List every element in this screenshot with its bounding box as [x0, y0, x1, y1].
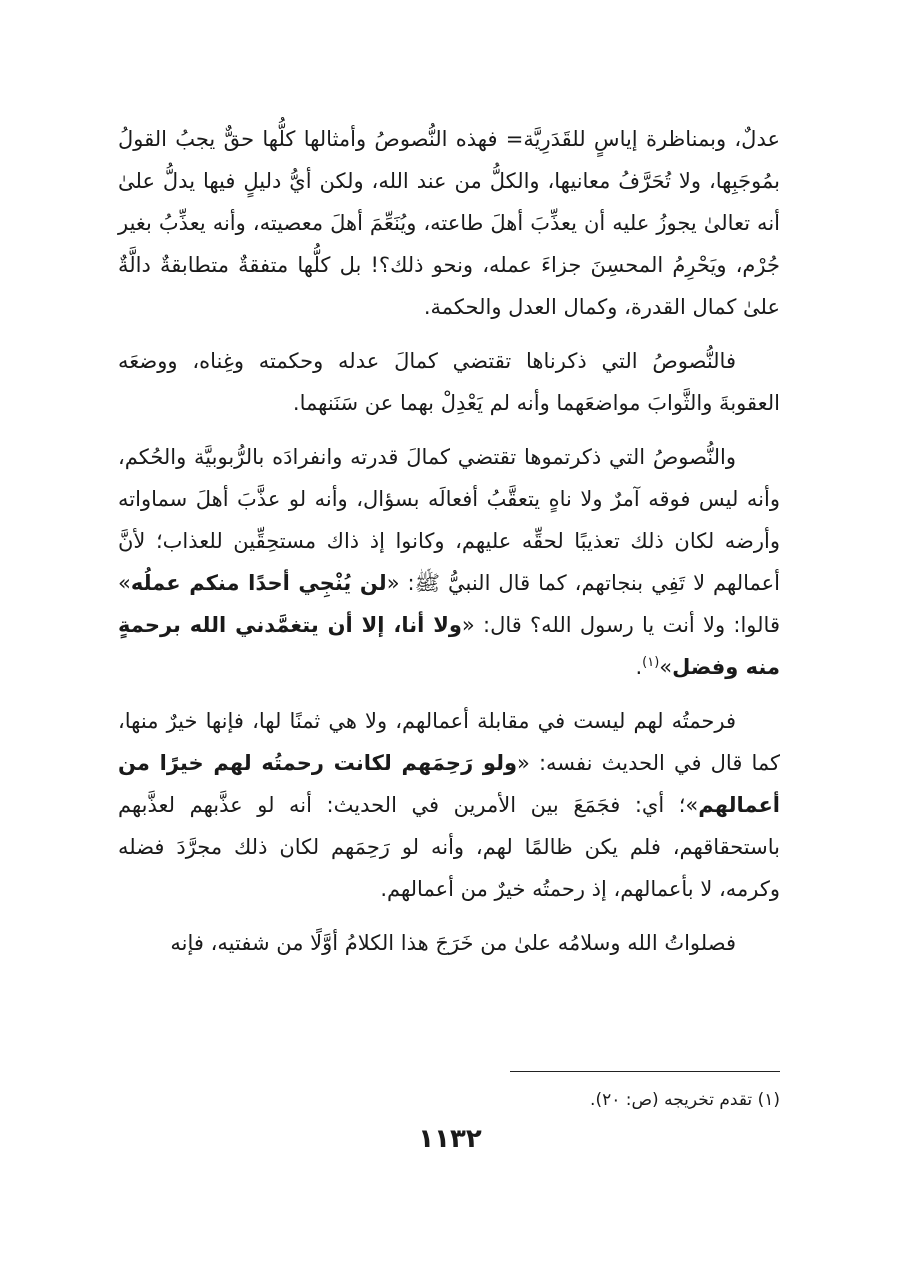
paragraph-4: [118, 700, 780, 910]
main-text: [118, 118, 780, 976]
footnote-reference: (١): [642, 655, 660, 670]
hadith-quote-3: ولو رَحِمَهم لكانت رحمتُه لهم خيرًا من أعمالهم: [118, 751, 780, 817]
paragraph-5: [118, 922, 780, 964]
paragraph-5-text: فصلواتُ الله وسلامُه علىٰ من خَرَجَ هذا الكلامُ أوَّلًا من شفتيه، فإنه: [170, 931, 736, 955]
hadith-quote-2: ولا أنا، إلا أن يتغمَّدني الله برحمةٍ منه وفضل: [118, 613, 780, 679]
paragraph-2-text: فالنُّصوصُ التي ذكرناها تقتضي كمالَ عدله وحكمته وغِناه، ووضعَه العقوبةَ والثَّوابَ مواضعَهما وأنه لم يَعْدِلْ بهما عن سَنَنهما.: [118, 349, 780, 415]
paragraph-3-quote-close: »: [659, 655, 673, 679]
footnote-separator: [510, 1071, 780, 1072]
paragraph-3-text-start: والنُّصوصُ التي ذكرتموها تقتضي كمالَ قدرته وانفرادَه بالرُّبوبيَّة والحُكم، وأنه ليس فوقه آمرٌ ولا ناهٍ يتعقَّبُ أفعالَه بسؤال، وأنه لو عذَّبَ أهلَ سماواته وأرضه لكان ذلك تعذيبًا لحقِّه عليهم، وكانوا إذ ذاك مستحِقِّين للعذاب؛ لأنَّ أعمالهم لا تَفِي بنجاتهم، كما قال النبيُّ ﷺ: «: [118, 445, 781, 595]
paragraph-3-text-middle: » قالوا: ولا أنت يا رسول الله؟ قال: «: [118, 571, 780, 637]
paragraph-3-text-end: .: [635, 655, 643, 679]
footnote-text: (١) تقدم تخريجه (ص: ٢٠).: [590, 1090, 780, 1110]
paragraph-1-text: عدلٌ، وبمناظرة إياسٍ للقَدَرِيَّة= فهذه النُّصوصُ وأمثالها كلُّها حقٌّ يجبُ القولُ بمُوجَبِها، ولا تُحَرَّفُ معانيها، والكلُّ من عند الله، ولكن أيُّ دليلٍ فيها يدلُّ علىٰ أنه تعالىٰ يجوزُ عليه أن يعذِّبَ أهلَ طاعته، ويُنَعِّمَ أهلَ معصيته، وأنه يعذِّبُ بغير جُرْم، ويَحْرِمُ المحسِنَ جزاءَ عمله، ونحو ذلك؟! بل كلُّها متفقةٌ متطابقةٌ دالَّةٌ علىٰ كمال القدرة، وكمال العدل والحكمة.: [118, 127, 780, 319]
hadith-quote-1: لن يُنْجِي أحدًا منكم عملُه: [130, 571, 387, 595]
paragraph-4-text-end: »؛ أي: فجَمَعَ بين الأمرين في الحديث: أنه لو عذَّبهم لعذَّبهم باستحقاقهم، فلم يكن ظالمًا لهم، وأنه لو رَحِمَهم لكان ذلك مجرَّدَ فضله وكرمه، لا بأعمالهم، إذ رحمتُه خيرٌ من أعمالهم.: [118, 793, 780, 901]
paragraph-1: [118, 118, 780, 328]
page-number: ١١٣٢: [418, 1124, 482, 1154]
paragraph-3: [118, 436, 780, 688]
paragraph-4-text-start: فرحمتُه لهم ليست في مقابلة أعمالهم، ولا هي ثمنًا لها، فإنها خيرٌ منها، كما قال في الحديث نفسه: «: [118, 709, 780, 775]
footnote: [118, 1086, 780, 1114]
paragraph-2: [118, 340, 780, 424]
